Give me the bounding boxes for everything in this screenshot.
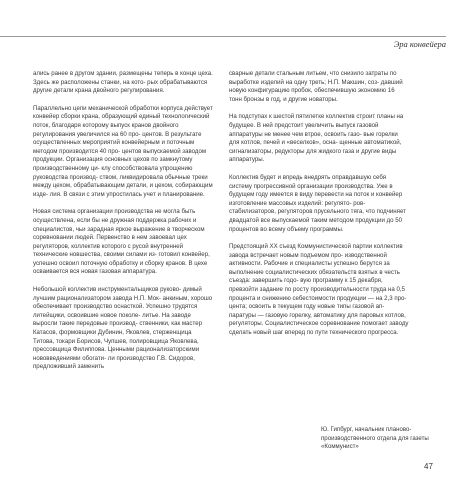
running-title: Эра конвейера [393, 39, 446, 49]
right-paragraph-3: Коллектив будет и впредь внедрять оправдавшую себя систему прогрессивной организации производства. Уже в будущем году имеется в виду перевести на поток и конвейер изготовление массовых изделий: регулято- ров-стабилизаторов, регуляторов прусельного тяга, что подчиняет двадцатой все выпускаемой таким методом продукции до 50 процентов во всему объему программы. [229, 173, 406, 233]
right-paragraph-4: Предстоящий XX съезд Коммунистической партии коллектив завода встречает новым подъемом про- изводственной активности. Рабочие и специалисты успешно берутся за выполнение социалистических обязательств взятых в честь съезда: завершить годо- вую программу к 15 декабря, превзойти задание по росту производительности труда на 0,5 процента и снижению себестоимости продукции — на 2,3 про- цента; освоить в текущем году новые типы газовой ап- паратуры — газовую горелку, автоматику для паровых котлов, регуляторы. Социалистическое соревнование помогает заводу сделать новый шаг вперед по пути технического прогресса. [229, 243, 409, 337]
left-paragraph-1: ались ранее в другом здании, размещены теперь в конце цеха. Здесь же расположены станки, на кото- рых обрабатываются другие детали крана двойного регулирования. [33, 70, 213, 95]
left-paragraph-4: Небольшой коллектив инструментальщиков руково- димый лучшим рационализатором завода Н.П. Мок- анкиным, хорошо обеспечивает производство оснасткой. Успешно трудятся литейщики, освоившие новое поколе- литье. На заводе выросли такие передовые производ- ственники, как мастер Катасов, формовщики Дубинин, Яковлев, стерженщица Титова, токари Борисов, Чупшев, полировщица Яковлева, прессовщица Филиппова. Ценными рационализаторскими нововведениями обогати- ли производство Г.В. Сидоров, предложивший заменить [33, 286, 213, 371]
left-paragraph-2: Параллельно цепи механической обработки корпуса действует конвейер сборки крана, образующий единый технологический поток, благодаря которому выпуск кранов двойного регулирования увеличился на 60 про- центов. В результате осуществленных мероприятий конвейерным и поточным методом производится 40 про- центов выпускаемой заводом продукции. Организация основных цехов по замкнутому производственному ци- клу способствовала упрощению руководства производ- ством, ликвидировала обычные треки между цехом, обрабатывающим детали, и цехом, собирающим изде- лия. В связи с этим упростилась учет и планирование. [33, 104, 213, 198]
page-number: 47 [424, 462, 433, 471]
right-paragraph-1: сварные детали стальным литьем, что снизило затраты по выработке изделий на одну треть; Н.П. Макшин, соз- давший новую конфигурацию пробок, обеспечившую экономию 16 тонн бронзы в год, и другие новаторы. [229, 70, 403, 103]
author-signature: Ю. Гипбург, начальник планово- производственного отдела для газеты «Коммунист» [321, 426, 429, 451]
right-paragraph-2: На подступах к шестой пятилетке коллектив строит планы на будущее. В ней предстоит увеличить выпуск газовой аппаратуры не менее чем втрое, освоить газо- вые горелки для котлов, печей и «веселков», осна- щенные автоматикой, сигнализаторы, редукторы для жидкого газа и другие виды аппаратуры. [229, 113, 404, 164]
left-paragraph-3: Новая система организации производства не могла быть осуществлена, если бы не дружная поддержка рабочих и специалистов, чьи зарадная яркое выражение в творческом соревновании людей. Первенство в нем завоевал цех регуляторов, коллектив которого с русой внутренней технические новшества, своими силами из- готовил конвейер, успешно освоил поточную обработку и сборку кранов. В цехе осваивается вся новая газовая аппаратура. [33, 208, 210, 276]
running-head [0, 36, 446, 51]
left-column [33, 70, 213, 381]
right-column [229, 70, 409, 347]
